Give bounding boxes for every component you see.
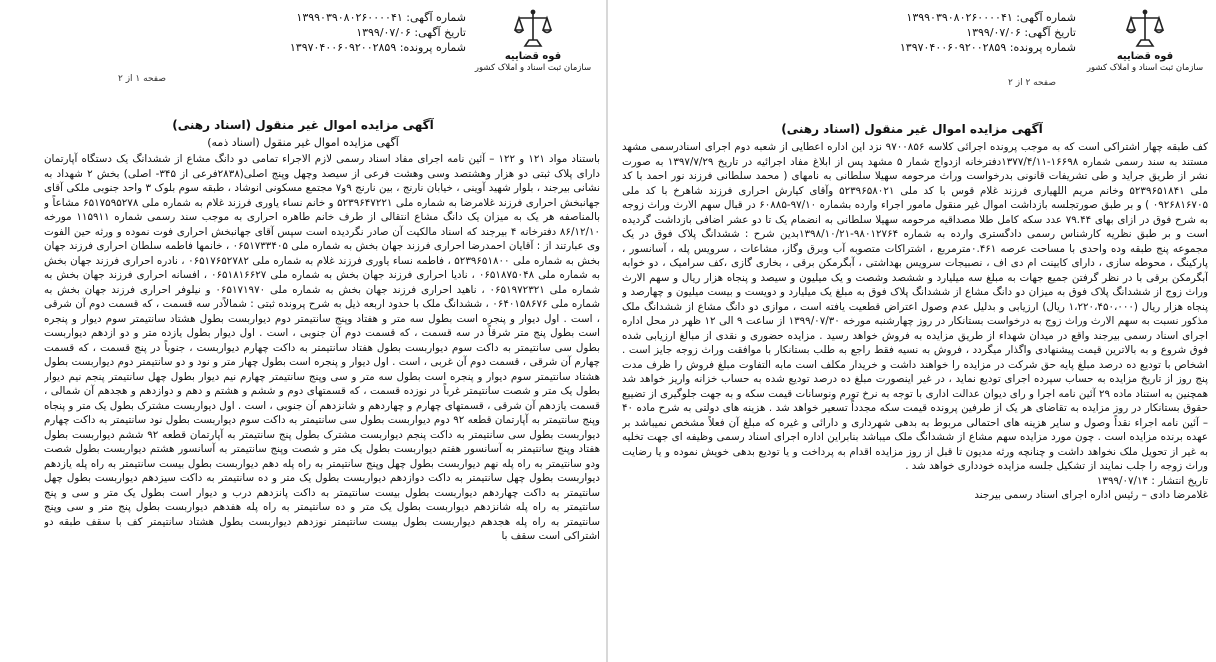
org-registry: سازمان ثبت اسناد و املاک کشور [474,63,592,73]
notice-page-1 [0,0,606,662]
notice-title: آگهی مزایده اموال غیر منقول (اسناد رهنی) [781,122,1043,136]
publish-date: تاریخ انتشار : ۱۳۹۹/۰۷/۱۴ [1096,474,1208,487]
judiciary-logo [468,8,598,88]
scales-of-justice-icon [1125,8,1165,50]
notice-body [44,152,600,658]
org-judiciary: قوه قضاییه [1116,51,1174,62]
notice-number: شماره آگهی: ۱۳۹۹۰۳۹۰۸۰۲۶۰۰۰۰۴۱ [906,11,1076,24]
notice-meta [290,10,466,55]
org-registry: سازمان ثبت اسناد و املاک کشور [1086,63,1204,73]
notice-date: تاریخ آگهی: ۱۳۹۹/۰۷/۰۶ [356,26,466,39]
notice-body-text: باستناد مواد ۱۲۱ و ۱۲۲ – آئین نامه اجرای مفاد اسناد رسمی لازم الاجراء تمامی دو دانگ مشاع از ششدانگ یک دستگاه آپارتمان دارای پلاک ثبتی دو هزار وهشتصد وسی وهشت فرعی از سیصد وچهل وپنج اصلی(۲۸۳۸فرعی از ۳۴۵- اصلی) بخش ۲ شهداد به نشانی بیرجند ، بلوار شهید آوینی ، خیابان نارنج ، بین نارنج ۹و۷ مجتمع مسکونی انوشاد ، طبقه سوم بلوک ۳ واحد جنوبی ملکی آقای جهانبخش احراری فرزند غلامرضا به شماره ملی ۵۲۳۹۶۴۷۲۲۱ و خانم نساء یاوری فرزند غلام به شماره ملی ۶۵۱۷۵۹۵۲۷۸ مشاعاً و بالمناصفه هر یک به میزان یک دانگ مشاع انتقالی از طرف خانم طاهره احراری به موجب سند رسمی شماره ۱۱۵۹۱۱ مورخه ۸۶/۱۲/۱۰ دفترخانه ۴ بیرجند که اسناد مالکیت آن صادر نگردیده است سپس آقای جهانبخش احراری فوت نموده و ورثه حین الفوت وی عبارتند از : آقایان احمدرضا احراری فرزند جهان بخش به شماره ملی ۰۶۵۱۷۳۳۴۰۵ ، خانمها فاطمه سلطان احراری فرزند جهان بخش به شماره ملی ۵۲۳۹۶۵۱۸۰۰ ، فاطمه نساء یاوری فرزند غلام به شماره ملی ۰۶۵۱۷۶۵۲۷۸۲ ، نادره احراری فرزند جهان بخش به شماره ملی ۰۶۵۱۸۷۵۰۴۸ ، نادیا احراری فرزند جهان بخش به شماره ملی ۰۶۵۱۸۱۶۶۲۷ ، افسانه احراری فرزند جهان بخش به شماره ملی ۰۶۵۱۹۷۲۳۲۱ ، ناهید احراری فرزند جهان بخش به شماره ملی ۰۶۵۱۷۱۹۷۰ و نیلوفر احراری فرزند جهان بخش به شماره ملی ۰۶۴۰۱۵۸۶۷۶ ، ششدانگ ملک با حدود اربعه ذیل به شرح پرونده ثبتی : شمالاًدر سه قسمت ، که قسمت دوم آن شرقی ، است . اول دیوار و پنجره است بطول سه متر و هفتاد وپنج سانتیمتر دوم دیواربست بطول هشتاد سانتیمتر سوم دیوار و پنجره است بطول پنج متر شرقاً در سه قسمت ، که قسمت دوم آن جنوبی ، است . اول دیوار بطول یازده متر و دو ازدهم دیواربست بطول سی سانتیمتر به داکت سوم دیواربست بطول هفتاد سانتیمتر به داکت چهارم دیواربست ، جنوباً در پنج قسمت ، که قسمت چهارم آن شرقی ، قسمت دوم آن غربی ، است . اول دیوار و پنجره است بطول چهار متر و نود و دو سانتیمتر دوم دیواربست بطول هشتاد سانتیمتر سوم دیوار و پنجره است بطول سه متر و سی وپنج سانتیمتر چهارم نیم دیوار بطول چهل سانتیمتر پنجم نیم دیوار بطول یک متر و شصت سانتیمتر غرباً در نوزده قسمت ، که قسمتهای دوم و ششم و هشتم و دهم و دوازدهم و هجدهم آن شمالی ، قسمت یازدهم آن شرقی ، قسمتهای چهارم و چهاردهم و شانزدهم آن جنوبی ، است . اول دیواربست مشترک بطول یک متر و پنجاه وپنج سانتیمتر به آپارتمان قطعه ۹۲ دوم دیواربست بطول سی سانتیمتر به داکت سوم دیواربست بطول نود سانتیمتر به داکت چهارم دیواربست بطول سی سانتیمتر به داکت پنجم دیواربست مشترک بطول پنج سانتیمتر به آپارتمان قطعه ۹۲ ششم دیواربست بطول هفتاد وپنج سانتیمتر به آسانسور هفتم دیواربست بطول یک متر و شصت وپنج سانتیمتر به آسانسور هشتم دیواربست بطول شصت ودو سانتیمتر به راه پله نهم دیواربست بطول چهل وپنج سانتیمتر به راه پله دهم دیواربست بطول بیست سانتیمتر به راه پله یازدهم دیواربست بطول چهل سانتیمتر به داکت دوازدهم دیواربست بطول یک متر و ده سانتیمتر به داکت سیزدهم دیواربست بطول چهل سانتیمتر به داکت چهاردهم دیواربست بطول بیست سانتیمتر به داکت پانزدهم درب و دیوار است بطول یک متر و سی و پنج سانتیمتر به راه پله شانزدهم دیواربست بطول یک متر و ده سانتیمتر به راه پله هفدهم دیواربست بطول پنج متر و سی وپنج سانتیمتر به راه پله هجدهم دیواربست بطول بیست سانتیمتر نوزدهم دیواربست بطول هشتاد سانتیمتر کف با سقف طبقه دو اشتراکی است سقف با [44,153,600,542]
notice-subtitle: آگهی مزایده اموال غیر منقول (اسناد ذمه) [207,136,399,149]
judiciary-logo [1080,8,1210,88]
page-label: صفحه ۲ از ۲ [1008,78,1056,88]
notice-page-2 [608,0,1216,662]
org-judiciary: قوه قضاییه [504,51,562,62]
notice-number: شماره آگهی: ۱۳۹۹۰۳۹۰۸۰۲۶۰۰۰۰۴۱ [296,11,466,24]
scales-of-justice-icon [513,8,553,50]
notice-date: تاریخ آگهی: ۱۳۹۹/۰۷/۰۶ [966,26,1076,39]
notice-title: آگهی مزایده اموال غیر منقول (اسناد رهنی) [172,118,434,132]
case-number: شماره پرونده: ۱۳۹۷۰۴۰۰۶۰۹۲۰۰۲۸۵۹ [289,41,466,54]
notice-meta [900,10,1076,55]
page-label: صفحه ۱ از ۲ [118,74,166,84]
case-number: شماره پرونده: ۱۳۹۷۰۴۰۰۶۰۹۲۰۰۲۸۵۹ [899,41,1076,54]
signature: غلامرضا دادی – رئیس اداره اجرای اسناد رسمی بیرجند [974,489,1208,501]
notice-body [622,140,1208,658]
notice-body-text: کف طبقه چهار اشتراکی است که به موجب پرونده اجرائی کلاسه ۹۷۰۰۸۵۶ نزد این اداره اعطایی از شعبه دوم اجرای اسنادرسمی مشهد مستند به سند رسمی شماره ۱۶۶۹۸-۱۳۷۷/۴/۱۱دفترخانه ازدواج شمار ۵ مشهد پس از ابلاغ مفاد اجرائیه در تاریخ ۱۳۹۷/۷/۲۹ به صورت نشر از طریق جراید و طی تشریفات قانونی بدرخواست وراث مرحومه سهیلا سلطانی به نامهای ( محمد سلطانی فرزند نور احمد با کد ملی ۵۲۳۹۶۵۱۸۴۱ وخانم مریم اللهیاری فرزند غلام قوس با کد ملی ۵۲۳۹۶۵۸۰۲۱ وآقای کیارش احراری فرزند شاهرخ با کد ملی ۰۹۲۶۸۱۶۷۰۵ ) و بر طبق صورتجلسه بازداشت اموال غیر منقول مامور اجراء وارده بشماره ۹۷/۱۰-۶۰۸۸۵ در قبال سهم الارث وراث زوجه به شرح فوق در ازای بهای ۷۹.۴۴ عدد سکه کامل طلا مصداقیه مرحومه سهیلا سلطانی به انضمام یک تا دو عشر اضافی بازداشت گردیده است و بر طبق نظریه کارشناس رسمی دادگستری وارده به شماره ۹۸۰۱۲۷۶۴-۱۳۹۸/۱۰/۲۱بدین شرح : ششدانگ پلاک فوق در یک مجموعه پنج طبقه وده واحدی با مساحت عرصه ۰.۴۶۱مترمربع ، اشتراکات متصوبه آب وبرق وگاز، مشاعات ، سرویس پله ، آسانسور ، پارکینگ ، محوطه سازی ، دارای کابینت ام دی اف ، نصبیجات سرویس بهداشتی ، آبگرمکن برقی ، بخاری گازی ،کف سرامیک ، دو خوابه آبگرمکن برقی با در نظر گرفتن جمیع جهات به مبلغ سه میلیارد و ششصد وشصت و یک میلیون و سیصد و پنجاه هزار ریال و سهم الارث وراث زوج از ششدانگ پلاک فوق به میزان دو دانگ مشاع از ششدانگ پلاک فوق به مبلغ یک میلیارد و دویست و بیست میلیون و چهارصد و پنجاه هزار ریال (۱،۲۲۰،۴۵۰،۰۰۰ ریال) ارزیابی و بدلیل عدم وصول اعتراض قطعیت یافته است ، موازی دو دانگ مشاع از ششدانگ ملک مذکور نسبت به سهم الارث وراث زوج به درخواست بستانکار در روز چهارشنبه مورخه ۱۳۹۹/۰۷/۳۰ از ساعت ۹ الی ۱۲ ظهر در محل اداره اجرای اسناد رسمی بیرجند واقع در میدان شهداء از طریق مزایده به فروش خواهد رسید . مزایده حضوری و نقدی از مبالغ ارزیابی شده فوق شروع و به بالاترین قیمت پیشنهادی واگذار میگردد ، فروش به نسیه فقط راجع به طلب بستانکار با موافقت وراث زوجه جایز است . اشخاص با تودیع ده درصد مبلغ پایه حق شرکت در مزایده را خواهند داشت و خریدار مکلف است مابه التفاوت مبلغ فروش را ظرف مدت پنج روز از تاریخ مزایده به حساب سپرده اجرای تودیع نماید ، در غیر اینصورت مبلغ ده درصد تودیع شده به حساب خزانه واریز خواهد شد همچنین به استناد ماده ۲۹ آئین نامه اجرا و رای دیوان عدالت اداری با توجه به نرخ تورم ونوسانات قیمت سکه و به جهت جلوگیری از تضییع حقوق بستانکار در روز مزایده به تقاضای هر یک از طرفین پرونده قیمت سکه مجدداً تسعیر خواهد شد . هزینه های دولتی به شرح ماده ۴۰ – آئین نامه اجراء نقداً وصول و سایر هزینه های احتمالی مربوط به بدهی شهرداری و دارائی و غیره که مبلغ آن فعلاً مشخص نمیباشد بر عهده برنده مزایده است . چون مورد مزایده سهم مشاع از ششدانگ ملک میباشد بنابراین اداره اجرای اسناد رسمی وظیفه ای جهت تخلیه به غیر از تحویل ملک نخواهد داشت و چنانچه ورثه مدیون تا قبل از روز مزایده اقدام به پرداخت و یا تودیع بدهی خویش نموده و یا رضایت وراث زوجه را جلب نمایند از تشکیل جلسه مزایده خودداری خواهد شد . [622,141,1208,472]
